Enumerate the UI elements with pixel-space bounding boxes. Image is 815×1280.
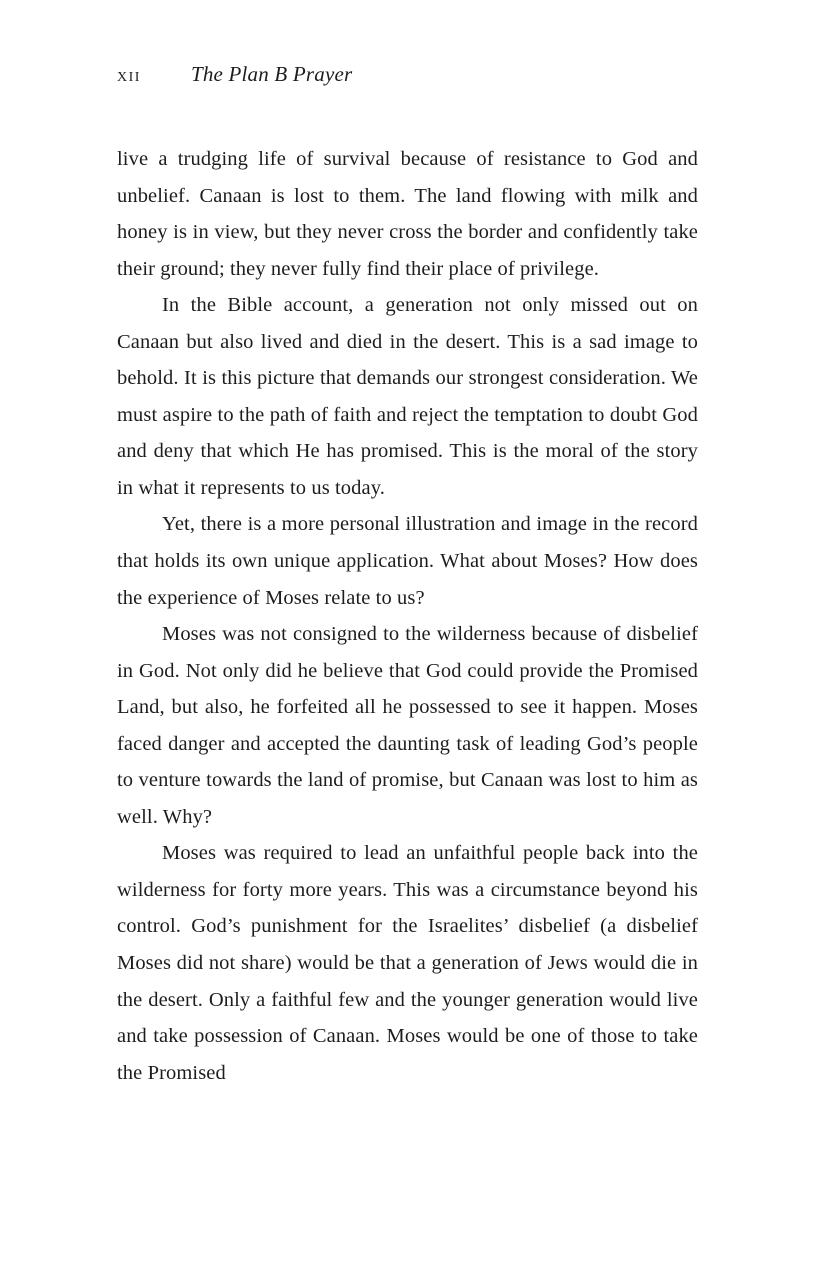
paragraph: Moses was not consigned to the wilderness because of disbelief in God. Not only did he believe that God could provide the Promised Land, but also, he forfeited all he possessed to see it happen. Moses faced danger and accepted the daunting task of leading God’s people to venture towards the land of promise, but Canaan was lost to him as well. Why? xyxy=(117,623,698,828)
page-number: xii xyxy=(117,64,141,86)
paragraph: Yet, there is a more personal illustration and image in the record that holds its own unique application. What about Moses? How does the experience of Moses relate to us? xyxy=(117,513,698,609)
paragraph: In the Bible account, a generation not only missed out on Canaan but also lived and died in the desert. This is a sad image to behold. It is this picture that demands our strongest consideration. We must aspire to the path of faith and reject the temptation to doubt God and deny that which He has promised. This is the moral of the story in what it represents to us today. xyxy=(117,294,698,499)
paragraph: Moses was required to lead an unfaithful people back into the wilderness for forty more years. This was a circumstance beyond his control. God’s punishment for the Israelites’ disbelief (a disbelief Moses did not share) would be that a generation of Jews would die in the desert. Only a faithful few and the younger generation would live and take possession of Canaan. Moses would be one of those to take the Promised xyxy=(117,842,698,1084)
body-text xyxy=(117,141,698,1091)
running-header xyxy=(117,62,698,87)
running-title: The Plan B Prayer xyxy=(190,62,353,86)
paragraph: live a trudging life of survival because of resistance to God and unbelief. Canaan is lost to them. The land flowing with milk and honey is in view, but they never cross the border and confidently take their ground; they never fully find their place of privilege. xyxy=(117,148,698,280)
